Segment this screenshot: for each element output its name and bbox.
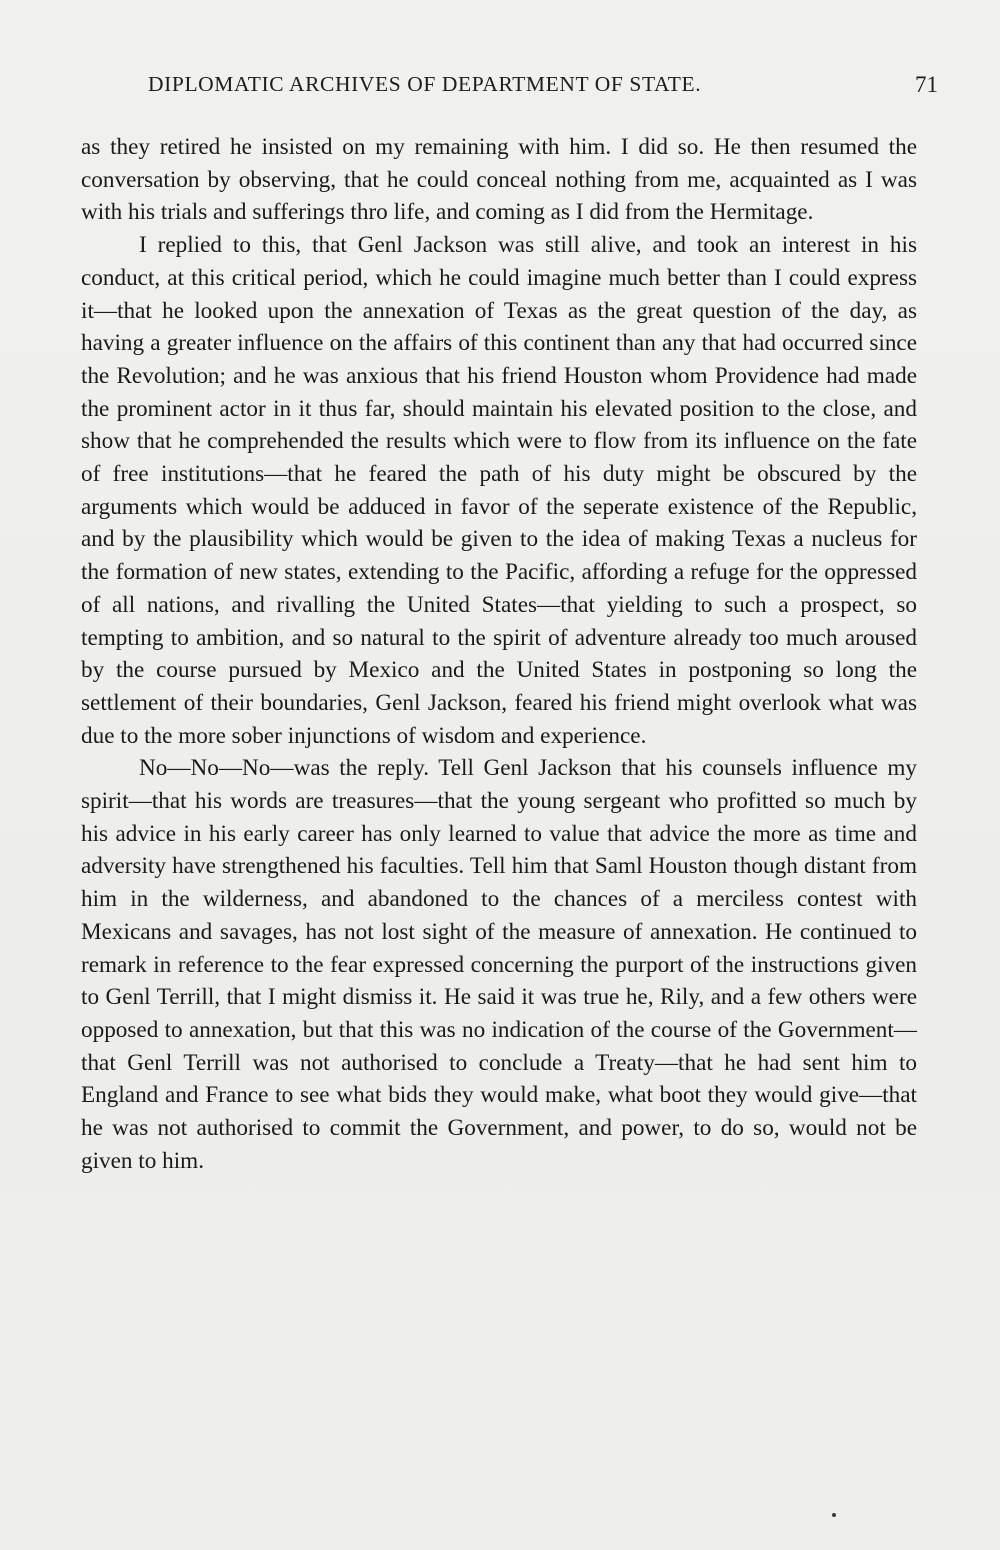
body-text (81, 131, 917, 1178)
page-number: 71 (915, 72, 938, 97)
paragraph-3: No—No—No—was the reply. Tell Genl Jackson that his counsels influence my spirit—that his words are treasures—that the young sergeant who profitted so much by his advice in his early career has only learned to value that advice the more as time and adversity have strengthened his faculties. Tell him that Saml Houston though distant from him in the wilderness, and abandoned to the chances of a merciless contest with Mexicans and savages, has not lost sight of the measure of annexation. He continued to remark in reference to the fear expressed concerning the purport of the instructions given to Genl Terrill, that I might dismiss it. He said it was true he, Rily, and a few others were opposed to annexation, but that this was no indication of the course of the Government—that Genl Terrill was not authorised to conclude a Treaty—that he had sent him to England and France to see what bids they would make, what boot they would give—that he was not authorised to commit the Government, and power, to do so, would not be given to him. (81, 755, 917, 1174)
ink-speck (832, 1513, 836, 1517)
paragraph-2: I replied to this, that Genl Jackson was still alive, and took an interest in his conduct, at this critical period, which he could imagine much better than I could express it—that he looked upon the annexation of Texas as the great question of the day, as having a greater influence on the affairs of this continent than any that had occurred since the Revolution; and he was anxious that his friend Houston whom Providence had made the prominent actor in it thus far, should maintain his elevated position to the close, and show that he comprehended the results which were to flow from its influence on the fate of free institutions—that he feared the path of his duty might be obscured by the arguments which would be adduced in favor of the seperate existence of the Republic, and by the plausibility which would be given to the idea of making Texas a nucleus for the formation of new states, extending to the Pacific, affording a refuge for the oppressed of all nations, and rivalling the United States—that yielding to such a prospect, so tempting to ambition, and so natural to the spirit of adventure already too much aroused by the course pursued by Mexico and the United States in postponing so long the settlement of their boundaries, Genl Jackson, feared his friend might overlook what was due to the more sober injunctions of wisdom and experience. (81, 232, 917, 749)
paragraph-1: as they retired he insisted on my remaining with him. I did so. He then resumed the conversation by observing, that he could conceal nothing from me, acquainted as I was with his trials and sufferings thro life, and coming as I did from the Hermitage. (81, 134, 917, 226)
running-head (148, 72, 938, 106)
running-title: DIPLOMATIC ARCHIVES OF DEPARTMENT OF STATE. (148, 72, 702, 96)
